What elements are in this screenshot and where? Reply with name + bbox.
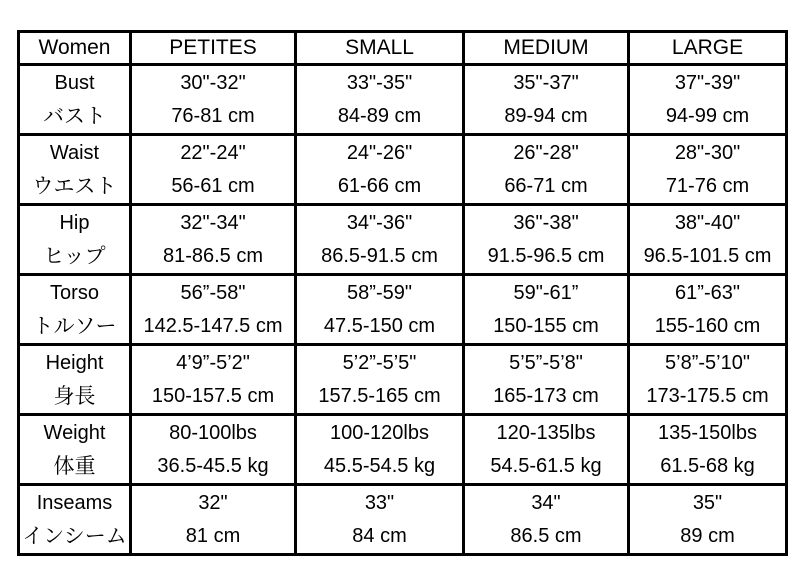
row-label-en: Waist bbox=[49, 141, 100, 164]
col-header-small: SMALL bbox=[296, 32, 464, 65]
cell-torso-small bbox=[296, 275, 464, 345]
cell-kg-value: 54.5-61.5 kg bbox=[490, 454, 602, 477]
row-label-weight bbox=[19, 415, 131, 485]
cell-inches-value: 59"-61” bbox=[513, 281, 579, 304]
row-label-en: Inseams bbox=[36, 491, 113, 514]
cell-inches-value: 34" bbox=[531, 491, 561, 514]
col-header-medium: MEDIUM bbox=[464, 32, 629, 65]
header-row bbox=[19, 32, 787, 65]
row-label-ja: ヒップ bbox=[43, 244, 106, 268]
cell-inches-value: 37"-39" bbox=[674, 71, 741, 94]
cell-inches-value: 38"-40" bbox=[674, 211, 741, 234]
cell-metric-value: 66-71 cm bbox=[504, 174, 588, 197]
cell-inches-value: 22"-24" bbox=[180, 141, 246, 164]
cell-metric-value: 89-94 cm bbox=[504, 104, 588, 127]
cell-bust-large bbox=[629, 65, 787, 135]
row-label-hip bbox=[19, 205, 131, 275]
cell-lbs-value: 80-100lbs bbox=[169, 421, 257, 444]
row-label-ja: バスト bbox=[43, 104, 106, 128]
cell-metric-value: 56-61 cm bbox=[171, 174, 255, 197]
cell-height-petites bbox=[131, 345, 296, 415]
cell-waist-medium bbox=[464, 135, 629, 205]
cell-metric-value: 94-99 cm bbox=[665, 104, 750, 127]
row-label-en: Hip bbox=[59, 211, 90, 234]
cell-kg-value: 61.5-68 kg bbox=[660, 454, 755, 477]
cell-inches-value: 56”-58" bbox=[180, 281, 246, 304]
row-label-en: Bust bbox=[54, 71, 95, 94]
cell-inches-value: 61”-63" bbox=[675, 281, 740, 304]
cell-height-medium bbox=[464, 345, 629, 415]
cell-metric-value: 173-175.5 cm bbox=[646, 384, 769, 407]
cell-inches-value: 36"-38" bbox=[513, 211, 579, 234]
row-label-inseams bbox=[19, 485, 131, 555]
cell-metric-value: 89 cm bbox=[680, 524, 735, 547]
cell-inches-value: 26"-28" bbox=[513, 141, 579, 164]
row-label-ja: トルソー bbox=[32, 314, 117, 338]
cell-metric-value: 91.5-96.5 cm bbox=[487, 244, 605, 267]
cell-metric-value: 86.5-91.5 cm bbox=[321, 244, 438, 267]
cell-hip-large bbox=[629, 205, 787, 275]
cell-inches-value: 58”-59" bbox=[347, 281, 412, 304]
cell-metric-value: 165-173 cm bbox=[493, 384, 599, 407]
cell-metric-value: 96.5-101.5 cm bbox=[643, 244, 772, 267]
cell-weight-petites bbox=[131, 415, 296, 485]
row-label-bust bbox=[19, 65, 131, 135]
cell-metric-value: 71-76 cm bbox=[665, 174, 750, 197]
cell-metric-value: 86.5 cm bbox=[510, 524, 582, 547]
row-torso bbox=[19, 275, 787, 345]
cell-inches-value: 30"-32" bbox=[180, 71, 246, 94]
cell-inches-value: 33" bbox=[364, 491, 395, 514]
cell-torso-large bbox=[629, 275, 787, 345]
cell-waist-small bbox=[296, 135, 464, 205]
cell-waist-large bbox=[629, 135, 787, 205]
cell-hip-small bbox=[296, 205, 464, 275]
cell-waist-petites bbox=[131, 135, 296, 205]
cell-metric-value: 61-66 cm bbox=[337, 174, 422, 197]
cell-lbs-value: 100-120lbs bbox=[330, 421, 429, 444]
row-weight bbox=[19, 415, 787, 485]
row-height bbox=[19, 345, 787, 415]
row-bust bbox=[19, 65, 787, 135]
cell-inches-value: 5’5”-5’8" bbox=[509, 351, 583, 374]
cell-inches-value: 32" bbox=[198, 491, 228, 514]
row-hip bbox=[19, 205, 787, 275]
cell-inseams-small bbox=[296, 485, 464, 555]
cell-metric-value: 155-160 cm bbox=[654, 314, 761, 337]
cell-bust-medium bbox=[464, 65, 629, 135]
cell-inseams-petites bbox=[131, 485, 296, 555]
cell-inches-value: 24"-26" bbox=[346, 141, 413, 164]
womens-size-chart-table bbox=[17, 30, 788, 556]
cell-hip-medium bbox=[464, 205, 629, 275]
cell-metric-value: 81 cm bbox=[185, 524, 241, 547]
cell-metric-value: 76-81 cm bbox=[171, 104, 255, 127]
col-header-petites: PETITES bbox=[131, 32, 296, 65]
row-label-en: Torso bbox=[50, 281, 99, 304]
row-label-en: Height bbox=[45, 351, 104, 374]
col-header-large: LARGE bbox=[629, 32, 787, 65]
row-waist bbox=[19, 135, 787, 205]
cell-inches-value: 35"-37" bbox=[513, 71, 579, 94]
cell-weight-small bbox=[296, 415, 464, 485]
cell-height-large bbox=[629, 345, 787, 415]
cell-metric-value: 150-157.5 cm bbox=[151, 384, 275, 407]
cell-weight-large bbox=[629, 415, 787, 485]
row-inseams bbox=[19, 485, 787, 555]
cell-inches-value: 34"-36" bbox=[346, 211, 413, 234]
cell-bust-petites bbox=[131, 65, 296, 135]
cell-lbs-value: 120-135lbs bbox=[496, 421, 596, 444]
row-label-height bbox=[19, 345, 131, 415]
cell-torso-petites bbox=[131, 275, 296, 345]
cell-inches-value: 35" bbox=[692, 491, 723, 514]
cell-metric-value: 84 cm bbox=[352, 524, 407, 547]
cell-metric-value: 81-86.5 cm bbox=[162, 244, 264, 267]
cell-inseams-large bbox=[629, 485, 787, 555]
row-label-ja: 身長 bbox=[53, 384, 96, 408]
row-label-waist bbox=[19, 135, 131, 205]
cell-hip-petites bbox=[131, 205, 296, 275]
cell-lbs-value: 135-150lbs bbox=[658, 421, 757, 444]
cell-kg-value: 36.5-45.5 kg bbox=[157, 454, 269, 477]
cell-metric-value: 47.5-150 cm bbox=[323, 314, 436, 337]
col-header-women: Women bbox=[19, 32, 131, 65]
cell-inches-value: 32"-34" bbox=[180, 211, 246, 234]
row-label-torso bbox=[19, 275, 131, 345]
cell-torso-medium bbox=[464, 275, 629, 345]
cell-inches-value: 5’8”-5’10" bbox=[665, 351, 750, 374]
row-label-ja: インシーム bbox=[22, 524, 127, 548]
cell-metric-value: 142.5-147.5 cm bbox=[143, 314, 283, 337]
cell-kg-value: 45.5-54.5 kg bbox=[323, 454, 436, 477]
cell-bust-small bbox=[296, 65, 464, 135]
cell-metric-value: 157.5-165 cm bbox=[318, 384, 441, 407]
cell-inches-value: 33"-35" bbox=[346, 71, 413, 94]
cell-inseams-medium bbox=[464, 485, 629, 555]
cell-inches-value: 28"-30" bbox=[674, 141, 741, 164]
row-label-ja: 体重 bbox=[53, 454, 96, 478]
cell-inches-value: 4’9”-5’2" bbox=[176, 351, 250, 374]
cell-metric-value: 150-155 cm bbox=[493, 314, 599, 337]
cell-metric-value: 84-89 cm bbox=[337, 104, 422, 127]
row-label-en: Weight bbox=[43, 421, 106, 444]
cell-inches-value: 5’2”-5’5" bbox=[342, 351, 417, 374]
cell-weight-medium bbox=[464, 415, 629, 485]
row-label-ja: ウエスト bbox=[32, 174, 117, 198]
cell-height-small bbox=[296, 345, 464, 415]
